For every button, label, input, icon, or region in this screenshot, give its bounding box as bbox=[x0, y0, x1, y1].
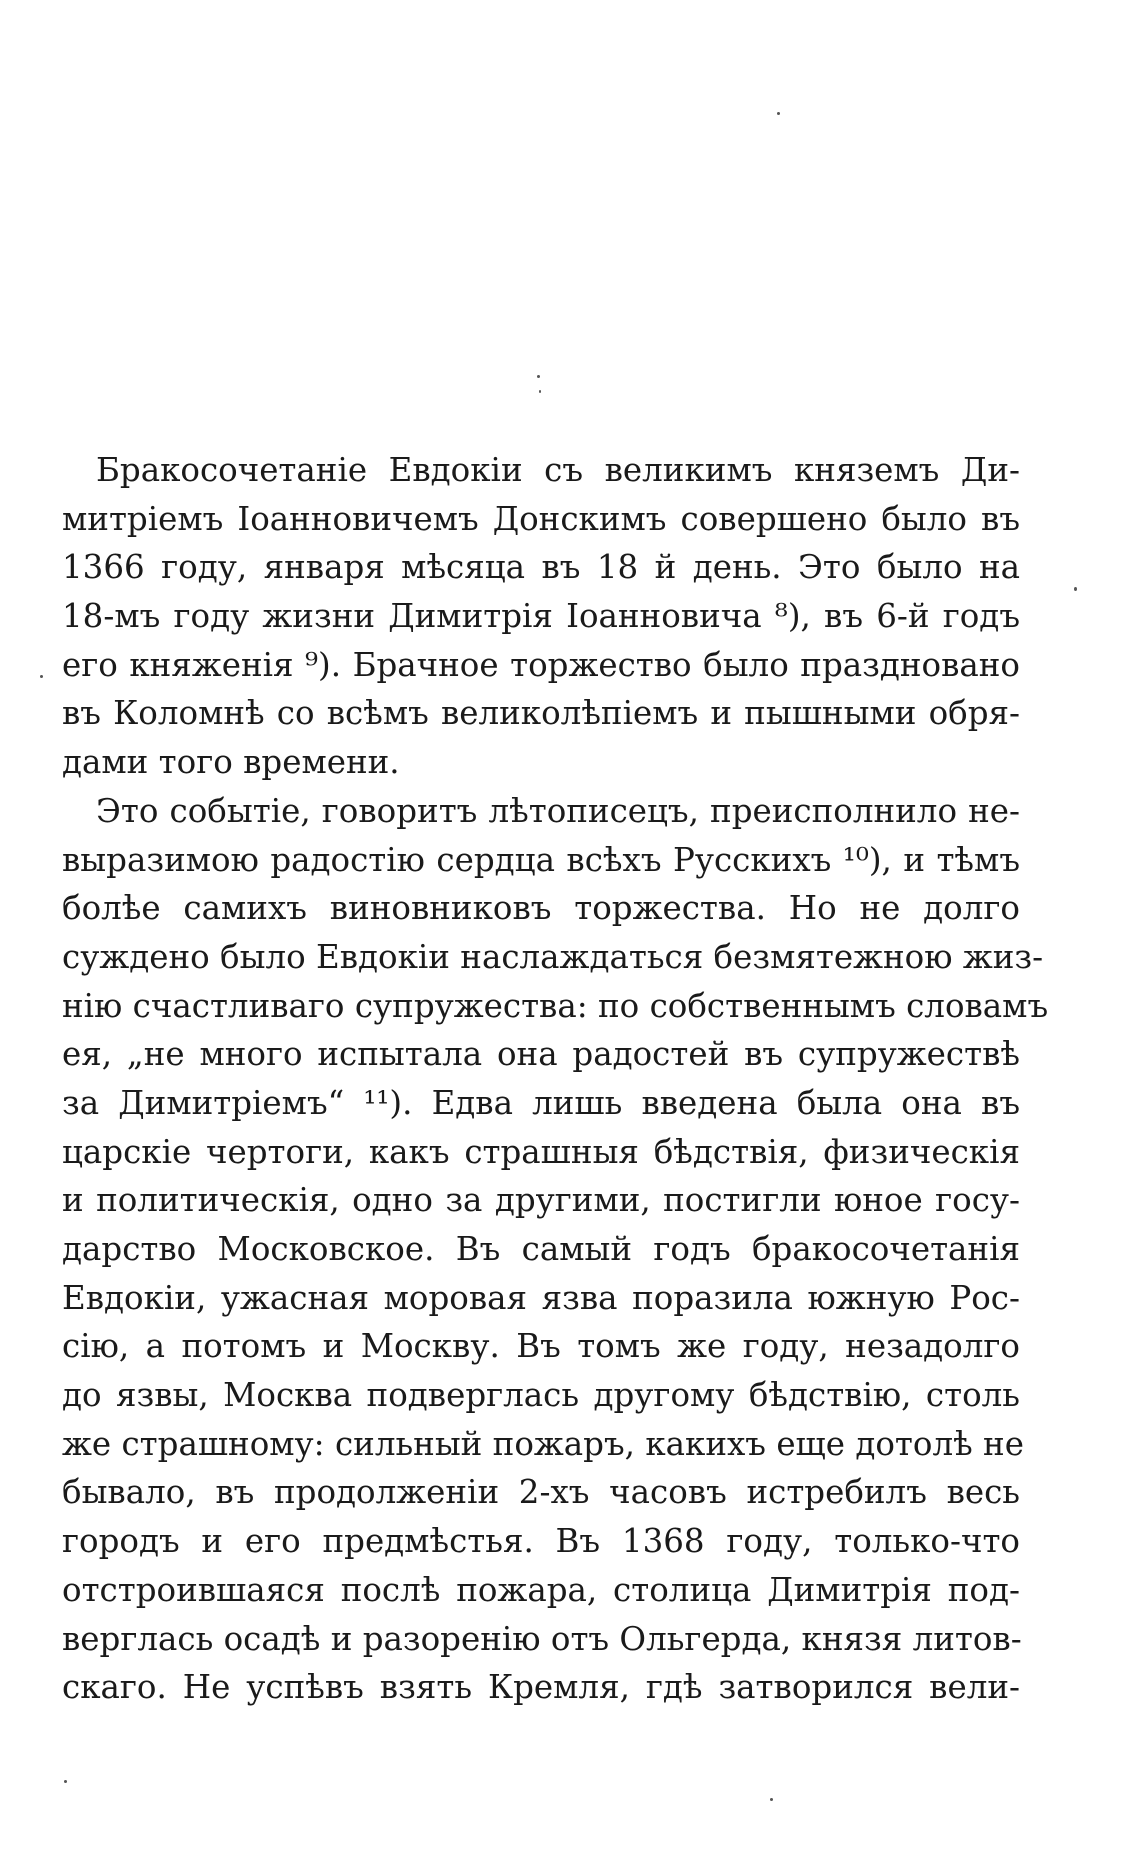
text-line: Это событіе, говоритъ лѣтописецъ, преисполнило не- bbox=[96, 791, 1020, 830]
text-line: и политическія, одно за другими, постигли юное госу- bbox=[62, 1181, 1020, 1220]
text-line: отстроившаяся послѣ пожара, столица Димитрія под- bbox=[62, 1570, 1020, 1609]
print-speck bbox=[777, 112, 780, 115]
print-speck bbox=[64, 1780, 67, 1783]
text-line: 18-мъ году жизни Димитрія Іоанновича ⁸), въ 6-й годъ bbox=[62, 597, 1020, 636]
text-line: дарство Московское. Въ самый годъ бракосочетанія bbox=[62, 1230, 1020, 1268]
body-text bbox=[62, 446, 1049, 1712]
text-line: митріемъ Іоанновичемъ Донскимъ совершено было въ bbox=[62, 499, 1020, 538]
text-line: за Димитріемъ“ ¹¹). Едва лишь введена была она въ bbox=[62, 1083, 1020, 1122]
text-line: скаго. Не успѣвъ взять Кремля, гдѣ затворился вели- bbox=[62, 1668, 1020, 1707]
text-line: Бракосочетаніе Евдокіи съ великимъ княземъ Ди- bbox=[96, 451, 1020, 489]
text-line: дами того времени. bbox=[62, 743, 400, 782]
text-line: 1366 году, января мѣсяца въ 18 й день. Это было на bbox=[62, 548, 1020, 587]
print-speck bbox=[40, 675, 43, 678]
text-line: Евдокіи, ужасная моровая язва поразила южную Рос- bbox=[62, 1278, 1020, 1317]
text-line: до язвы, Москва подверглась другому бѣдствію, столь bbox=[62, 1376, 1020, 1415]
text-line: ея, „не много испытала она радостей въ супружествѣ bbox=[62, 1035, 1020, 1074]
text-line: бывало, въ продолженіи 2-хъ часовъ истребилъ весь bbox=[62, 1473, 1020, 1512]
paragraph-1 bbox=[62, 446, 1020, 787]
text-line: въ Коломнѣ со всѣмъ великолѣпіемъ и пышными обря- bbox=[62, 694, 1020, 733]
print-speck bbox=[539, 390, 541, 393]
text-line: царскіе чертоги, какъ страшныя бѣдствія, физическія bbox=[62, 1132, 1020, 1171]
text-line: суждено было Евдокіи наслаждаться безмятежною жиз- bbox=[62, 937, 1044, 976]
text-line: городъ и его предмѣстья. Въ 1368 году, только-что bbox=[62, 1522, 1020, 1561]
paragraph-2 bbox=[62, 787, 1049, 1712]
text-line: верглась осадѣ и разоренію отъ Ольгерда, князя литов- bbox=[62, 1619, 1022, 1658]
print-speck bbox=[537, 375, 540, 378]
print-speck bbox=[1074, 587, 1077, 591]
text-line: болѣе самихъ виновниковъ торжества. Но не долго bbox=[62, 889, 1020, 928]
print-speck bbox=[770, 1798, 773, 1801]
text-line: нію счастливаго супружества: по собственнымъ словамъ bbox=[62, 986, 1049, 1025]
text-line: его княженія ⁹). Брачное торжество было праздновано bbox=[62, 645, 1020, 684]
text-line: сію, а потомъ и Москву. Въ томъ же году, незадолго bbox=[62, 1327, 1020, 1366]
text-line: выразимою радостію сердца всѣхъ Русскихъ ¹⁰), и тѣмъ bbox=[62, 840, 1020, 879]
text-line: же страшному: сильный пожаръ, какихъ еще дотолѣ не bbox=[62, 1424, 1024, 1463]
